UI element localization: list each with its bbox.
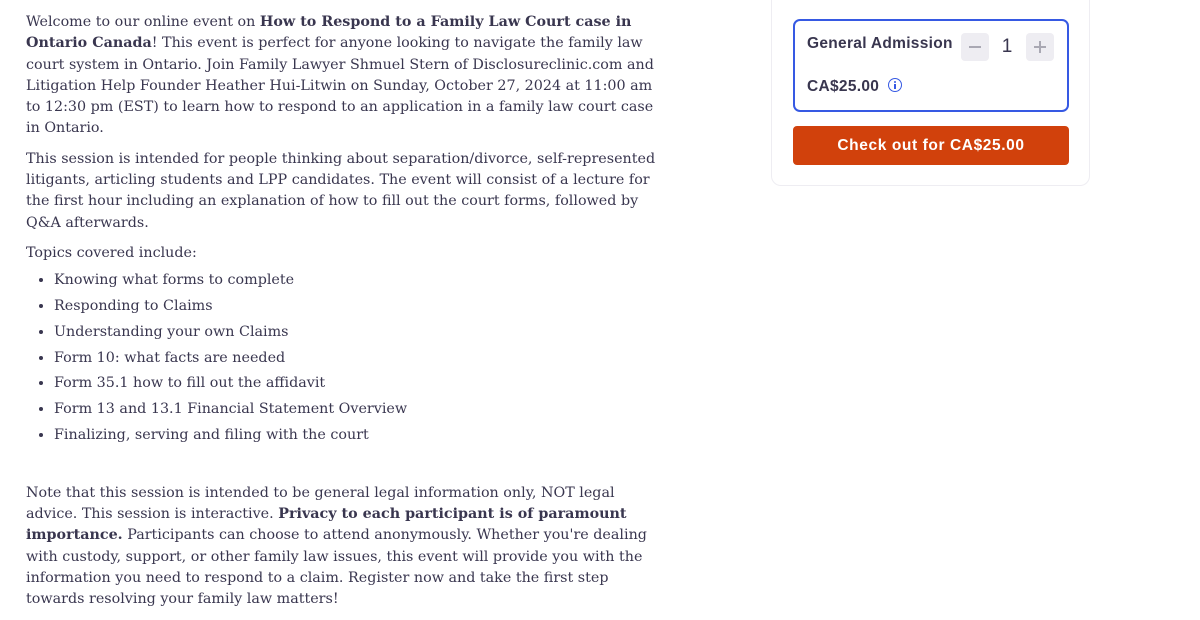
info-icon[interactable] (888, 78, 902, 92)
note-paragraph (26, 483, 666, 611)
topics-list (26, 268, 666, 449)
intro-paragraph (26, 12, 666, 140)
session-info-paragraph: This session is intended for people thinking about separation/divorce, self-represented litigants, articling students and LPP candidates. The event will consist of a lecture for the first hour including an explanation of how to fill out the court forms, followed by Q&A afterwards. (26, 150, 656, 231)
note-part2: Participants can choose to attend anonymously. Whether you're dealing with custody, support, or other family law issues, this event will provide you with the information you need to respond to a claim. Register now and take the first step towards resolving your family law matters! (26, 527, 647, 608)
note-part1: Note that this session is intended to be general legal information only, NOT legal advice. This session is interactive. (26, 484, 615, 523)
list-item: • Finalizing, serving and filing with the court (54, 423, 666, 449)
ticket-price: CA$25.00 (807, 78, 880, 95)
intro-details: ! This event is perfect for anyone looking to navigate the family law court system in Ontario. Join Family Lawyer Shmuel Stern of Disclosureclinic.com and Litigation Help Founder Heather Hui-Litwin on Sunday, October 27, 2024 at 11:00 am to 12:30 pm (EST) to learn how to respond to an application in a family law court case in Ontario. (26, 35, 654, 137)
note-privacy: Privacy to each participant is of paramount importance. (26, 506, 627, 544)
list-item: • Knowing what forms to complete (54, 268, 666, 294)
quantity-decrease-button[interactable] (961, 33, 989, 61)
checkout-button[interactable]: Check out for CA$25.00 (793, 126, 1069, 165)
intro-welcome: Welcome to our online event on (26, 14, 260, 30)
list-item: • Form 13 and 13.1 Financial Statement Overview (54, 397, 666, 423)
list-item: • Understanding your own Claims (54, 320, 666, 346)
ticket-name: General Admission (807, 35, 953, 52)
intro-event-name: How to Respond to a Family Law Court case in Ontario Canada (26, 14, 632, 52)
list-item: • Form 35.1 how to fill out the affidavit (54, 371, 666, 397)
event-description (26, 12, 666, 620)
topics-heading: Topics covered include: (26, 244, 197, 261)
quantity-value: 1 (1001, 36, 1013, 57)
ticket-selector[interactable] (793, 19, 1069, 112)
spacer (26, 449, 666, 483)
quantity-increase-button[interactable] (1026, 33, 1054, 61)
list-item: • Form 10: what facts are needed (54, 346, 666, 372)
list-item: • Responding to Claims (54, 294, 666, 320)
